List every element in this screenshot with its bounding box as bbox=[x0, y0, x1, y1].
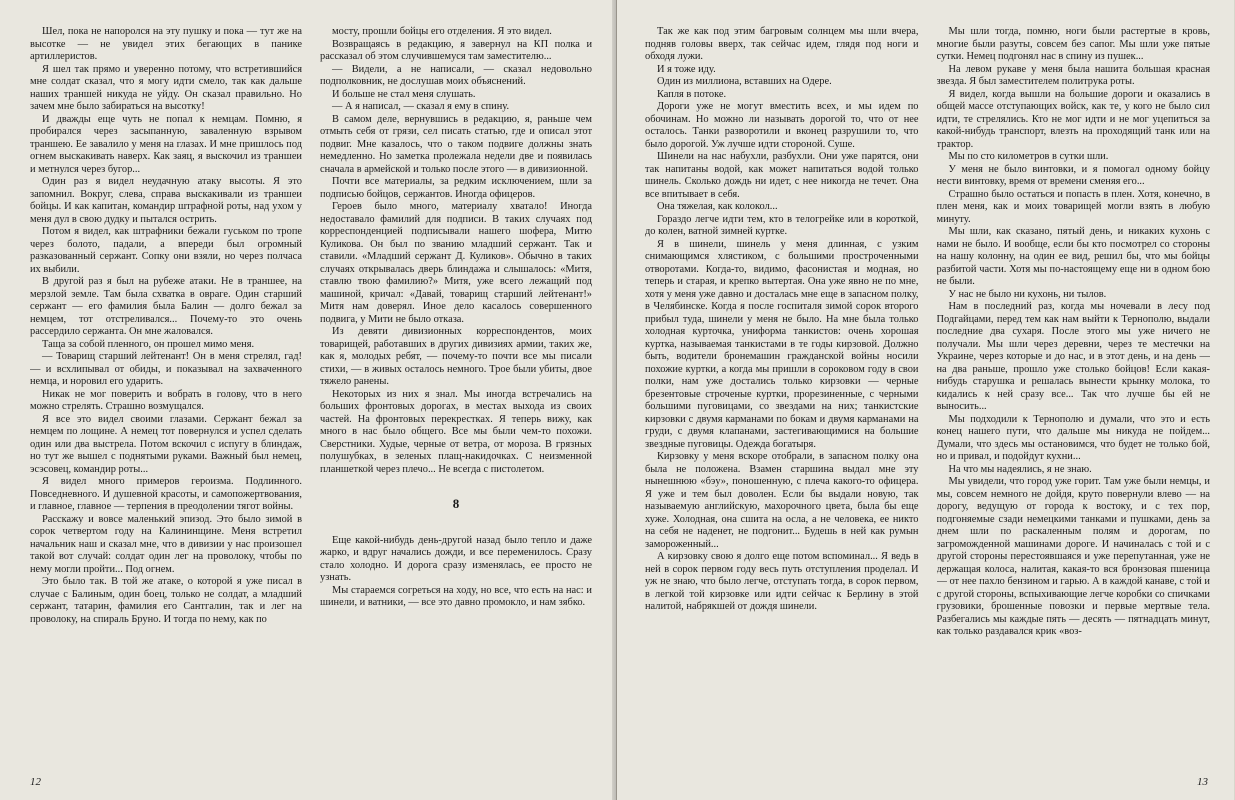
paragraph: мосту, прошли бойцы его отделения. Я это видел. bbox=[332, 26, 552, 37]
paragraph: Мы шли, как сказано, пятый день, и никаких кухонь с нами не было. И вообще, если бы кто посмотрел со стороны на нашу колонну, на один ее вид, решил бы, что мы бойцы разбитой части. Хотя мы по-настоящему еще ни в одном бою не были. bbox=[936, 226, 1210, 287]
right-page bbox=[617, 0, 1234, 800]
paragraph: На что мы надеялись, я не знаю. bbox=[948, 463, 1092, 475]
right-page-column-1 bbox=[645, 26, 919, 766]
paragraph: Таща за собой пленного, он прошел мимо меня. bbox=[42, 338, 255, 350]
paragraph: Один раз я видел неудачную атаку высоты. Я это запомнил. Вокруг, слева, справа выскакивали из траншеи бойцы. И как капитан, командир штрафной роты, над ухом у меня дул в свою дудку и пытался острить. bbox=[30, 176, 302, 225]
paragraph: Я шел так прямо и уверенно потому, что встретившийся мне солдат сказал, что я могу идти смело, так как дальше наших траншей никуда не уйду. Он сказал правильно. Но зачем мне было забираться на высотку! bbox=[30, 63, 302, 112]
paragraph: Я в шинели, шинель у меня длинная, с узким снимающимся хлястиком, с большими простроченными отворотами. Когда-то, видимо, фасонистая и модная, но теперь и старая, и крепко вытертая. Она уже явно не по мне, хотя у меня уже давно и досталась мне еще в запасном полку, в Челябинске. Когда я после госпиталя зимой сорок второго прибыл туда, шинели у меня не было. На мне была только холодная курточка, униформа танкистов: очень хорошая куртка, называемая танкистами в те годы кирзовой. Должно быть, водители бронемашин гражданской войны носили похожие куртки, а когда мы пришли в сороковом году в свои полки, нам уже достались только кирзовки — черные брезентовые строченые куртки, прорезиненные, с черными большими пуговицами, со звездами на них; танкистские кирзовки с двумя карманами по бокам и двумя карманами на груди, с двумя клапанами, застегивающимися на большие звездные пуговицы. Одежда богатыря. bbox=[645, 238, 919, 450]
paragraph: — Видели, а не написали, — сказал недовольно подполковник, не дослушав моих объяснений. bbox=[320, 63, 592, 87]
paragraph: Потом я видел, как штрафники бежали гуськом по тропе через болото, падали, а впереди был огромный разказованный сержант. Сопку они взяли, но через полчаса их выбили. bbox=[30, 226, 302, 275]
paragraph: Еще какой-нибудь день-другой назад было тепло и даже жарко, и вдруг начались дожди, и все переменилось. Сразу стало холодно. И дорога сразу изменялась, ее просто не узнать. bbox=[320, 534, 592, 583]
paragraph: Так же как под этим багровым солнцем мы шли вчера, подняв головы вверх, так сейчас идем, глядя под ноги и обходя лужи. bbox=[645, 26, 919, 62]
paragraph: Героев было много, материалу хватало! Иногда недоставало фамилий для подписи. В таких случаях под корреспонденцией подписывали нашего шофера, Митю Куликова. Он был по званию младший сержант. Так и ставили. «Младший сержант Д. Куликов». Обычно в таких случаях открывалась дверь блиндажа и слышалось: «Митя, ставлю твою фамилию?» Митя, уже всего лежащий под машиной, кричал: «Давай, товарищ старший лейтенант!» Митя нам доверял. Иное дело касалось совершенного подвига, у Мити не было отказа. bbox=[320, 201, 592, 325]
paragraph: Один из миллиона, вставших на Одере. bbox=[657, 76, 832, 87]
right-page-column-2 bbox=[937, 26, 1211, 766]
paragraph: На левом рукаве у меня была нашита большая красная звезда. Я был заместителем политрука роты. bbox=[936, 63, 1210, 87]
paragraph: И я тоже иду. bbox=[657, 63, 716, 75]
paragraph: Расскажу и вовсе маленький эпизод. Это было зимой в сорок четвертом году на Калининщине. Меня встретил начальник наш и сказал мне, что в дивизии у нас произошел такой вот случай: солдат один лег на проволоку, чтобы по нему могли пройти... Под огнем. bbox=[30, 513, 302, 575]
paragraph: — А я написал, — сказал я ему в спину. bbox=[332, 101, 510, 112]
section-mark: 8 bbox=[452, 496, 460, 511]
paragraph: Гораздо легче идти тем, кто в телогрейке или в короткой, до колен, ватной зимней куртке. bbox=[645, 213, 919, 237]
paragraph: — Товарищ старший лейтенант! Он в меня стрелял, гад! — и всхлипывал от обиды, и показывал на захваченного немца, и норовил его ударить. bbox=[30, 351, 302, 387]
paragraph: У нас не было ни кухонь, ни тылов. bbox=[948, 288, 1107, 300]
paragraph: Мы по сто километров в сутки шли. bbox=[948, 151, 1109, 162]
paragraph: Кирзовку у меня вскоре отобрали, в запасном полку она была не положена. Взамен старшина выдал мне эту нынешнюю «бэу», поношенную, с плеча какого-то офицера. Я уже и тем был доволен. Если бы выдали новую, так называемую английскую, махорочного цвета, была бы еще хуже. Холодная, она сшита на осла, а не человека, ее никто на себя не наденет, не подгонит... Будешь в ней как румын замороженный... bbox=[645, 451, 919, 550]
paragraph: В самом деле, вернувшись в редакцию, я, раньше чем отмыть себя от грязи, сел писать статью, где и описал этот подвиг. Мне казалось, что о таком подвиге должны знать немедленно. Но заметка пролежала недели две и появилась сначала в армейской и только после этого — в дивизионной. bbox=[320, 113, 592, 175]
paragraph: Некоторых из них я знал. Мы иногда встречались на больших фронтовых дорогах, в местах выхода из своих частей. На фронтовых перекрестках. Я теперь вижу, как много в нас было общего. Все мы были чем-то похожи. Сверстники. Худые, черные от ветра, от мороза. В грязных полушубках, в зеленых плащ-накидочках. С неизменной планшеткой через плечо... Не всегда с пистолетом. bbox=[320, 388, 592, 475]
paragraph: Она тяжелая, как колокол... bbox=[657, 201, 778, 212]
left-page-column-2 bbox=[320, 26, 592, 766]
paragraph: Возвращаясь в редакцию, я завернул на КП полка и рассказал об этом случившемуся там заместителю... bbox=[320, 38, 592, 62]
paragraph: Нам в последний раз, когда мы ночевали в лесу под Подгайцами, перед тем как нам выйти к Тернополю, выдали последние два сухаря. После этого мы уже ничего не получали. Мы шли через деревни, через те местечки на Украине, через которые и до нас, и в этот день, и на день — на два раньше, прошло уже столько бойцов! Если какая-нибудь старушка и решалась вынести крынку молока, то кидались к ней сразу все... Так что лучше бы ей не выносить... bbox=[936, 301, 1210, 412]
paragraph: И больше не стал меня слушать. bbox=[332, 88, 476, 100]
paragraph: Это было так. В той же атаке, о которой я уже писал в случае с Балиным, один боец, только не солдат, а младший сержант, татарин, фамилия его Сантгалин, так и лег на проволоку, на спираль Бруно. И тогда по нему, как по bbox=[30, 576, 302, 625]
paragraph: Мы подходили к Тернополю и думали, что это и есть конец нашего пути, что дальше мы никуда не пойдем... Думали, что здесь мы остановимся, что будет не только бой, но и привал, и подойдут кухни... bbox=[936, 413, 1210, 462]
paragraph: Мы шли тогда, помню, ноги были растертые в кровь, многие были разуты, совсем без сапог. Мы шли уже пятые сутки. Немец подгонял нас в спину из пушек... bbox=[936, 26, 1210, 62]
paragraph: В другой раз я был на рубеже атаки. Не в траншее, на мерзлой земле. Там была схватка в овраге. Один старший сержант — его фамилия была Балин — долго бежал за немцем, тот отстреливался... Почему-то это очень рассердило сержанта. Он мне жаловался. bbox=[30, 276, 302, 337]
paragraph: Шинели на нас набухли, разбухли. Они уже парятся, они так напитаны водой, как может напитаться водой только шинель. Сколько дождь ни идет, с нее никогда не течет. Она все впитывает в себя. bbox=[645, 151, 919, 200]
paragraph: Дороги уже не могут вместить всех, и мы идем по обочинам. Но можно ли называть дорогой то, что от нее осталось. Танки разворотили и вконец разрушили то, что было дорогой. Уж лучше идти стороной. Суше. bbox=[645, 101, 919, 150]
left-page bbox=[0, 0, 617, 800]
paragraph: У меня не было винтовки, и я помогал одному бойцу нести винтовку, время от времени сменяя его... bbox=[936, 163, 1210, 187]
paragraph: Почти все материалы, за редким исключением, шли за подписью бойцов, сержантов. Иногда офицеров. bbox=[320, 176, 592, 200]
paragraph: Из девяти дивизионных корреспондентов, моих товарищей, работавших в других дивизиях армии, таких же, как я, молодых ребят, — почему-то почти все мы писали стихи, — в живых осталось немного. Трое были убиты, двое тяжело ранены. bbox=[320, 326, 592, 387]
page-number-left: 12 bbox=[30, 776, 41, 788]
paragraph: Капля в потоке. bbox=[657, 88, 727, 100]
paragraph: И дважды еще чуть не попал к немцам. Помню, я пробирался через засыпанную, заваленную взрывом траншею. Ее завалило у меня на глазах. И мне пришлось под огнем выскакивать наверх. Как заяц, я выскочил из траншеи и метнулся через бугор... bbox=[30, 113, 302, 175]
paragraph: Мы увидели, что город уже горит. Там уже были немцы, и мы, совсем немного не дойдя, круто повернули влево — на дорогу, ведущую от города к востоку, и с тех пор, подгоняемые сзади немецкими танками и пушками, день за днем шли по раскаленным полям и дорогам, по загроможденной машинами дороге. И начиналась с той и с другой стороны перестоявшаяся и уже перепутанная, уже не держащая колоса, налитая, какая-то вся бронзовая пшеница — от нее пахло бензином и гарью. А в каждой канаве, с той и с другой стороны, вспыхивающие легче коробки со спичками грузовики, брошенные повозки и первые мертвые тела. Разбегались мы каждые пять — десять — пятнадцать минут, как только раздавался крик «воз- bbox=[936, 476, 1210, 637]
paragraph: Я видел, когда вышли на большие дороги и оказались в общей массе отступающих войск, как те, у кого не было сил идти, те стрелялись. Кто не мог идти и не мог уцепиться за какой-нибудь транспорт, влезть на проходящий танк или на трактор. bbox=[936, 88, 1210, 150]
paragraph: Страшно было остаться и попасть в плен. Хотя, конечно, в плен меня, как и моих товарищей могли взять в любую минуту. bbox=[936, 188, 1210, 225]
left-page-column-1 bbox=[30, 26, 302, 766]
paragraph: Мы стараемся согреться на ходу, но все, что есть на нас: и шинели, и ватники, — все это давно промокло, и нам зябко. bbox=[320, 584, 592, 608]
paragraph: Я все это видел своими глазами. Сержант бежал за немцем по лощине. А немец тот повернулся и успел сделать один или два выстрела. Потом вскочил с испугу в блиндаж, но тут же вышел с поднятыми руками. Важный был немец, эсэсовец, командир роты... bbox=[30, 413, 302, 475]
paragraph: Я видел много примеров героизма. Подлинного. Повседневного. И душевной красоты, и самопожертвования, и главное, главное — терпения в преодолении тягот войны. bbox=[30, 476, 302, 512]
paragraph: Шел, пока не напоролся на эту пушку и пока — тут же на высотке — не увидел этих бегающих в панике артиллеристов. bbox=[30, 26, 302, 62]
paragraph: А кирзовку свою я долго еще потом вспоминал... Я ведь в ней в сорок первом году весь путь отступления проделал. И уж не знаю, что было легче, отступать тогда, в сорок первом, в легкой той кирзовке или идти сейчас к Берлину в этой налитой, набрякшей от дождя шинели. bbox=[645, 551, 919, 612]
page-number-right: 13 bbox=[1197, 776, 1208, 788]
paragraph: Никак не мог поверить и вобрать в голову, что в него можно стрелять. Страшно возмущался. bbox=[30, 388, 302, 412]
